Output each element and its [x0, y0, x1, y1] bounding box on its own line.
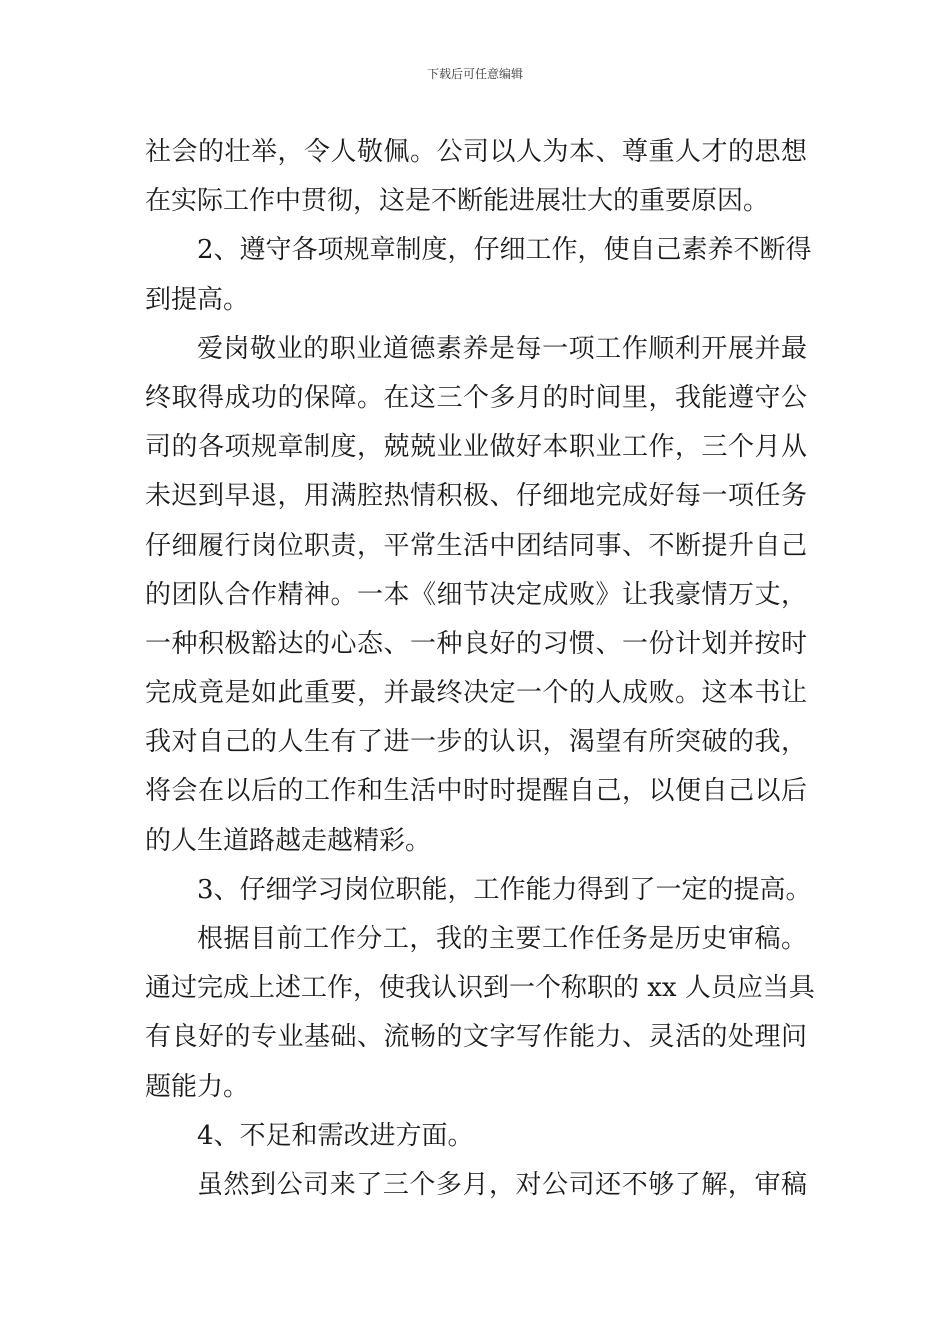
text-line: 虽然到公司来了三个多月，对公司还不够了解，审稿 [197, 1169, 807, 1200]
text-line: 将会在以后的工作和生活中时时提醒自己，以便自己以后 [145, 776, 807, 807]
text-line: 有良好的专业基础、流畅的文字写作能力、灵活的处理问 [145, 1022, 807, 1053]
text-line: 仔细履行岗位职责，平常生活中团结同事、不断提升自己 [145, 530, 807, 561]
section-heading: 3、仔细学习岗位职能，工作能力得到了一定的提高。 [197, 874, 812, 905]
text-line: 一种积极豁达的心态、一种良好的习惯、一份计划并按时 [145, 628, 807, 659]
text-line: 社会的壮举，令人敬佩。公司以人为本、尊重人才的思想 [145, 137, 807, 167]
text-line: 通过完成上述工作，使我认识到一个称职的 xx 人员应当具 [145, 973, 815, 1004]
text-line: 我对自己的人生有了进一步的认识，渴望有所突破的我， [145, 727, 807, 758]
text-line: 的团队合作精神。一本《细节决定成败》让我豪情万丈， [145, 579, 807, 610]
text-line: 终取得成功的保障。在这三个多月的时间里，我能遵守公 [145, 382, 807, 413]
text-line: 在实际工作中贯彻，这是不断能进展壮大的重要原因。 [145, 186, 770, 217]
text-line: 的人生道路越走越精彩。 [145, 825, 432, 856]
section-heading: 4、不足和需改进方面。 [197, 1120, 474, 1151]
page-header: 下载后可任意编辑 [426, 67, 523, 81]
text-line: 司的各项规章制度，兢兢业业做好本职业工作，三个月从 [145, 432, 807, 463]
text-line: 到提高。 [145, 284, 250, 315]
text-line: 题能力。 [145, 1071, 250, 1102]
text-line: 未迟到早退，用满腔热情积极、仔细地完成好每一项任务 [145, 481, 807, 512]
text-line: 完成竟是如此重要，并最终决定一个的人成败。这本书让 [145, 678, 807, 709]
text-line: 根据目前工作分工，我的主要工作任务是历史审稿。 [197, 924, 807, 954]
section-heading: 2、遵守各项规章制度，仔细工作，使自己素养不断得 [197, 235, 812, 266]
text-line: 爱岗敬业的职业道德素养是每一项工作顺利开展并最 [197, 333, 807, 364]
document-body [145, 128, 815, 1210]
